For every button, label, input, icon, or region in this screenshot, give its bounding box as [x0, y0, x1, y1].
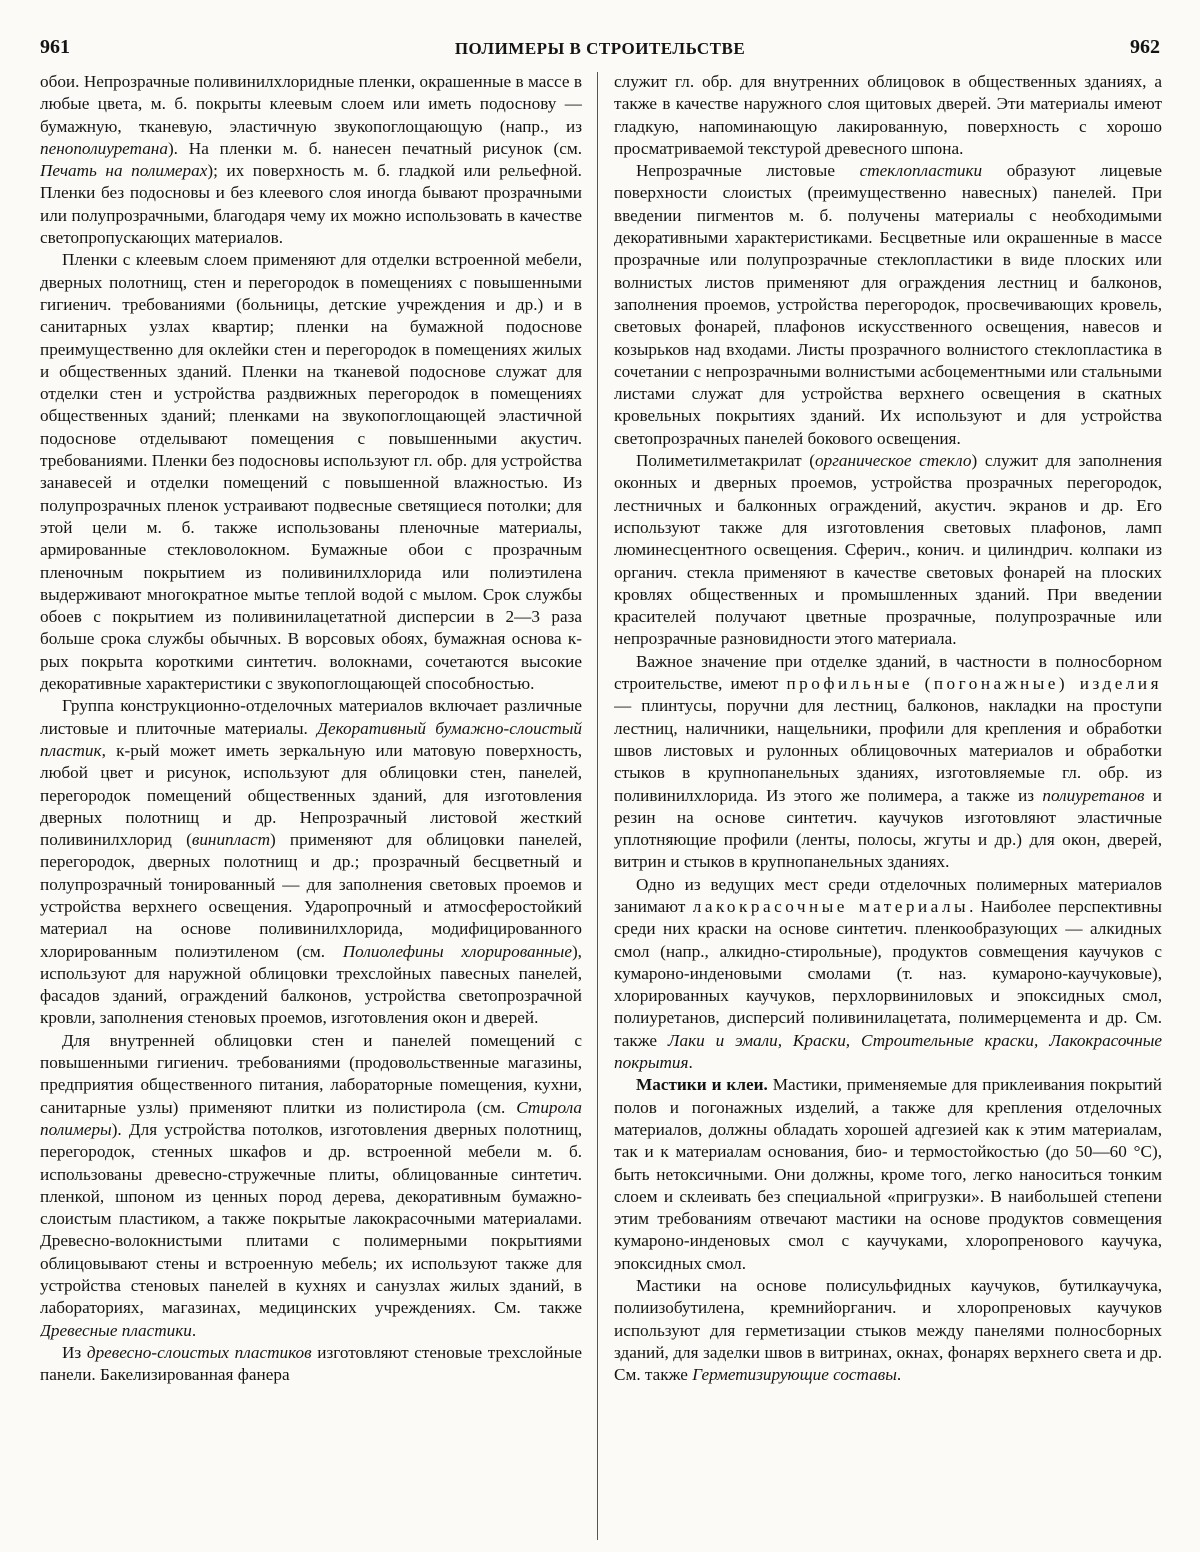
- paragraph: Одно из ведущих мест среди отделочных полимерных материалов занимают лакокрасочные материалы. Наиболее перспективны среди них краски на основе синтетич. пленкообразующих — алкидных смол (напр., алкидно-стирольные), продуктов совмещения каучуков с кумароно-инденовыми смолами (т. наз. кумароно-каучуковые), хлорированных каучуков, перхлорвиниловых и эпоксидных смол, полиуретанов, дисперсий поливинилацетата, полимерцемента и др. См. также Лаки и эмали, Краски, Строительные краски, Лакокрасочные покрытия.: [614, 874, 1162, 1073]
- paragraph: Мастики и клеи. Мастики, применяемые для приклеивания покрытий полов и погонажных изделий, а также для крепления отделочных материалов, должны обладать хорошей адгезией как к этим материалам, так и к материалам основания, био- и термостойкостью (до 50—60 °С), быть нетоксичными. Они должны, кроме того, легко наноситься тонким слоем и склеивать без специальной «пригрузки». В наибольшей степени этим требованиям отвечают мастики на основе продуктов совмещения кумароно-инденовых смол с каучуками, хлоропренового каучука, эпоксидных смол.: [614, 1075, 1162, 1273]
- paragraph: обои. Непрозрачные поливинилхлоридные пленки, окрашенные в массе в любые цвета, м. б. покрыты клеевым слоем или иметь подоснову — бумажную, тканевую, эластичную звукопоглощающую (напр., из пенополиуретана). На пленки м. б. нанесен печатный рисунок (см. Печать на полимерах); их поверхность м. б. гладкой или рельефной. Пленки без подосновы и без клеевого слоя иногда бывают прозрачными или полупрозрачными, благодаря чему их можно использовать в качестве светопропускающих материалов.: [40, 72, 582, 248]
- paragraph: Группа конструкционно-отделочных материалов включает различные листовые и плиточные материалы. Декоративный бумажно-слоистый пластик, к-рый может иметь зеркальную или матовую поверхность, любой цвет и рисунок, используют для облицовки стен, панелей, перегородок помещений общественных зданий, для изготовления дверных полотнищ и др. Непрозрачный листовой жесткий поливинилхлорид (винипласт) применяют для облицовки панелей, перегородок, дверных полотнищ и др.; прозрачный бесцветный и полупрозрачный тонированный — для заполнения световых проемов и устройства верхнего освещения. Ударопрочный и атмосферостойкий материал на основе поливинилхлорида, модифицированного хлорированным полиэтиленом (см. Полиолефины хлорированные), используют для наружной облицовки трехслойных павесных панелей, фасадов зданий, ограждений балконов, устройства светопрозрачной кровли, заполнения стеновых проемов, изготовления окон и дверей.: [40, 696, 582, 1028]
- page-number-left: 961: [40, 36, 70, 58]
- paragraph: Из древесно-слоистых пластиков изготовляют стеновые трехслойные панели. Бакелизированная фанера: [40, 1342, 582, 1385]
- running-title: ПОЛИМЕРЫ В СТРОИТЕЛЬСТВЕ: [454, 39, 746, 58]
- paragraph: Важное значение при отделке зданий, в частности в полносборном строительстве, имеют профильные (погонажные) изделия — плинтусы, поручни для лестниц, балконов, накладки на проступи лестниц, наличники, нащельники, профили для крепления и обработки швов листовых и рулонных облицовочных материалов и обработки стыков в крупнопанельных зданиях, изготовляемые гл. обр. из поливинилхлорида. Из этого же полимера, а также из полиуретанов и резин на основе синтетич. каучуков изготовляют эластичные уплотняющие профили (ленты, полосы, жгуты и др.) для окон, дверей, витрин и стыков в крупнопанельных зданиях.: [614, 651, 1162, 872]
- right-column: [614, 71, 1162, 1543]
- paragraph: Непрозрачные листовые стеклопластики образуют лицевые поверхности слоистых (преимущественно навесных) панелей. При введении пигментов м. б. получены материалы с необходимыми декоративными характеристиками. Бесцветные или окрашенные в массе прозрачные или полупрозрачные стеклопластики в виде плоских или волнистых листов применяют для ограждения лестниц и балконов, заполнения проемов, устройства перегородок, просвечивающих кровель, световых фонарей, плафонов искусственного освещения, навесов и козырьков над входами. Листы прозрачного волнистого стеклопластика в сочетании с непрозрачными волнистыми асбоцементными или стальными листами служат для устройства верхнего освещения в скатных кровельных покрытиях зданий. Их используют и для устройства светопрозрачных панелей бокового освещения.: [614, 161, 1162, 448]
- paragraph: Пленки с клеевым слоем применяют для отделки встроенной мебели, дверных полотнищ, стен и перегородок в помещениях с повышенными гигиенич. требованиями (больницы, детские учреждения и др.) и в санитарных узлах квартир; пленки на бумажной подоснове преимущественно для оклейки стен и перегородок в помещениях жилых и общественных зданий. Пленки на тканевой подоснове служат для отделки стен и устройства раздвижных перегородок в помещениях общественных зданий; пленками на звукопоглощающей эластичной подоснове отделывают помещения с повышенными акустич. требованиями. Пленки без подосновы используют гл. обр. для устройства занавесей и отделки помещений с повышенной влажностью. Из полупрозрачных пленок устраивают подвесные светящиеся потолки; для этой цели м. б. также использованы пленочные материалы, армированные стекловолокном. Бумажные обои с прозрачным пленочным покрытием из поливинилхлорида или полиэтилена выдерживают многократное мытье теплой водой с мылом. Срок службы обоев с покрытием из поливинилацетатной дисперсии в 2—3 раза больше срока службы обычных. В ворсовых обоях, бумажная основа к-рых покрыта короткими синтетич. волокнами, сочетаются высокие декоративные характеристики с звукопоглощающей способностью.: [40, 250, 582, 694]
- page-number-right: 962: [1130, 36, 1160, 58]
- paragraph: Мастики на основе полисульфидных каучуков, бутилкаучука, полиизобутилена, кремнийорганич. и хлоропреновых каучуков используют для герметизации стыков между панелями полносборных зданий, для заделки швов в витринах, окнах, фонарях верхнего света и др. См. также Герметизирующие составы.: [614, 1276, 1162, 1385]
- left-column: [40, 71, 582, 1543]
- spaced-term: профильные (погонажные) изделия: [786, 674, 1162, 694]
- spaced-term: лакокрасочные материалы: [692, 896, 970, 916]
- paragraph: служит гл. обр. для внутренних облицовок в общественных зданиях, а также в качестве наружного слоя щитовых дверей. Эти материалы имеют гладкую, напоминающую лакированную, поверхность с хорошо просматриваемой текстурой древесного шпона.: [614, 72, 1162, 158]
- section-heading: Мастики и клеи.: [636, 1075, 768, 1095]
- page-header: [40, 30, 1160, 60]
- column-divider: [597, 72, 598, 1540]
- paragraph: Полиметилметакрилат (органическое стекло) служит для заполнения оконных и дверных проемов, устройства прозрачных перегородок, лестничных и балконных ограждений, акустич. экранов и др. Его используют также для изготовления световых плафонов, ламп люминесцентного освещения. Сферич., конич. и цилиндрич. колпаки из органич. стекла применяют в качестве световых фонарей на плоских кровлях общественных и промышленных зданий. При введении красителей получают цветные прозрачные, полупрозрачные или непрозрачные разновидности этого материала.: [614, 451, 1162, 649]
- paragraph: Для внутренней облицовки стен и панелей помещений с повышенными гигиенич. требованиями (продовольственные магазины, предприятия общественного питания, лабораторные помещения, кухни, санитарные узлы) применяют плитки из полистирола (см. Стирола полимеры). Для устройства потолков, изготовления дверных полотнищ, перегородок, стенных шкафов и др. встроенной мебели м. б. использованы древесно-стружечные плиты, облицованные синтетич. пленкой, шпоном из ценных пород дерева, декоративным бумажно-слоистым пластиком, а также покрытые лакокрасочными материалами. Древесно-волокнистыми плитами с полимерными покрытиями облицовывают стены и встроенную мебель; их используют также для устройства стеновых панелей в кухнях и санузлах жилых зданий, в лабораториях, магазинах, медицинских учреждениях. См. также Древесные пластики.: [40, 1030, 582, 1340]
